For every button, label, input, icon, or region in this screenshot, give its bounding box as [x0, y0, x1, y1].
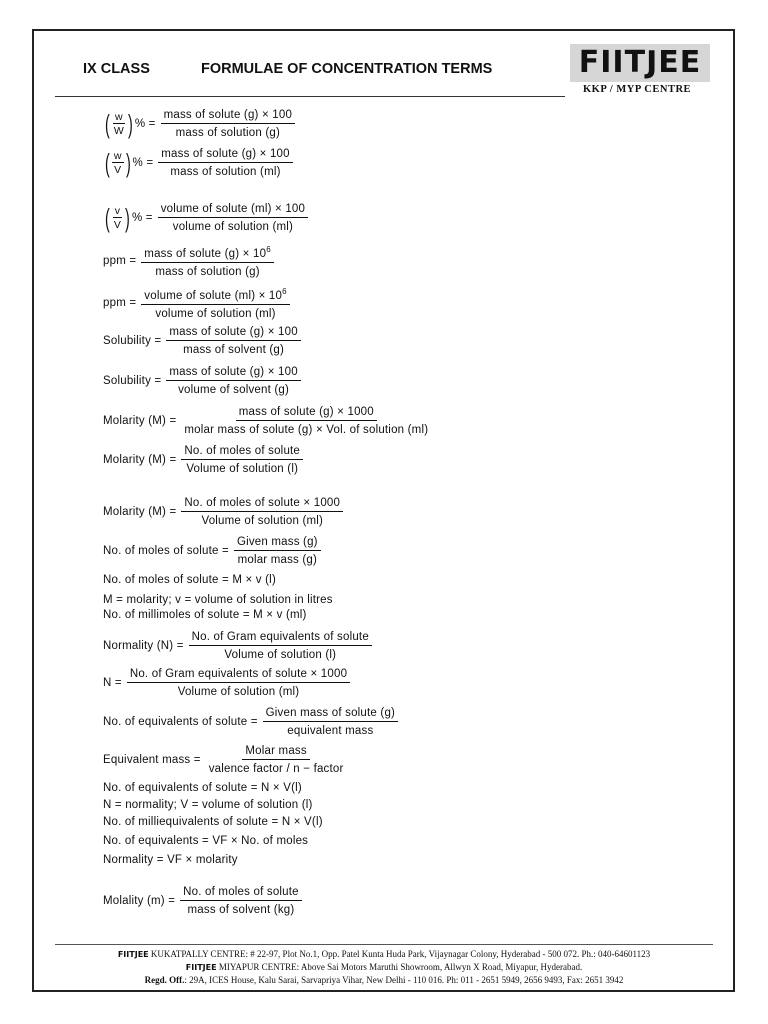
formula-molarity-ml: Molarity (M) = $\frac{\text{No. of moles of solute × 1000}}{\text{Volume of solution (ml)}}$ — [103, 496, 343, 528]
numerator: mass of solute (g) × 1000 — [236, 405, 377, 421]
formula-normality-litres: Normality (N) = $\frac{\text{No. of Gram equivalents of solute}}{\text{Volume of solution (l)}}$ — [103, 630, 372, 662]
formula-solubility-volume: Solubility = $\frac{\text{mass of solute (g) × 100}}{\text{volume of solvent (g)}}$ — [103, 365, 301, 397]
formula-molality: Molality (m) = $\frac{\text{No. of moles of solute}}{\text{mass of solvent (kg)}}$ — [103, 885, 302, 917]
denominator: Volume of solution (ml) — [201, 515, 324, 527]
formula-equivalent-mass: Equivalent mass = $\frac{\text{Molar mass}}{\text{valence factor / n − factor}}$ — [103, 744, 347, 776]
numerator: No. of moles of solute — [181, 444, 303, 460]
footer-registered-office: Regd. Off.: 29A, ICES House, Kalu Sarai, Sarvapriya Vihar, New Delhi - 110 016. Ph: 011 - 2651 5949, 2656 9493, Fax: 2651 3942 — [144, 975, 624, 985]
formula-ppm-mass: ppm = $\frac{mass of solute (g) \times 10^6}{\text{mass of solution (g)}}$ — [103, 243, 274, 279]
centre-label: KKP / MYP CENTRE — [583, 84, 692, 95]
footer-brand: FIITJEE — [185, 963, 217, 972]
formula-number-of-equivalents: No. of equivalents of solute = $\frac{\text{Given mass of solute (g)}}{\text{equivalent mass}}$ — [103, 706, 398, 738]
denominator: Volume of solution (ml) — [177, 686, 300, 698]
footer-brand: FIITJEE — [117, 950, 149, 959]
numerator: mass of solute (g) × 100 — [166, 365, 301, 381]
denominator: equivalent mass — [287, 725, 374, 737]
numerator: No. of Gram equivalents of solute — [189, 630, 372, 646]
formula-molarity-moles: Molarity (M) = $\frac{\text{No. of moles of solute}}{\text{Volume of solution (l)}}$ — [103, 444, 303, 476]
footer-divider — [55, 944, 713, 945]
numerator: volume of solute (ml) × 100 — [158, 202, 308, 218]
denominator: mass of solution (g) — [175, 127, 281, 139]
formula-normality-vf: Normality = VF × molarity — [103, 854, 238, 866]
normality-definition-note: N = normality; V = volume of solution (l) — [103, 799, 313, 811]
denominator: volume of solution (ml) — [172, 221, 294, 233]
logo-text: FIITJEE — [578, 45, 702, 80]
page-title: FORMULAE OF CONCENTRATION TERMS — [201, 61, 493, 77]
regd-label: Regd. Off. — [144, 975, 185, 985]
formula-v-v-percent: ( v V ) % = $\frac{\text{volume of solute (ml) × 100}}{\text{volume of solution (ml)}}$ — [103, 202, 308, 234]
numerator: mass of solute $(g) \times 10^6$ — [141, 243, 274, 263]
header-divider — [55, 96, 565, 97]
numerator: mass of solute (g) × 100 — [158, 147, 293, 163]
formula-normality-ml: N = $\frac{\text{No. of Gram equivalents of solute × 1000}}{\text{Volume of solution (ml)}}$ — [103, 667, 350, 699]
formula-equivalents-n-v: No. of equivalents of solute = N × V(l) — [103, 782, 302, 794]
formula-millimoles: No. of millimoles of solute = M × v (ml) — [103, 609, 307, 621]
formula-w-v-percent: ( w V ) % = $\frac{\text{mass of solute (g) × 100}}{\text{mass of solution (ml)}}$ — [103, 147, 293, 179]
denominator: molar mass of solute (g) × Vol. of solution (ml) — [184, 424, 429, 436]
formula-w-w-percent: ( w W ) % = $\frac{\text{mass of solute (g) × 100}}{\text{mass of solution (g)}}$ — [103, 108, 295, 140]
formula-molarity-mass: Molarity (M) = $\frac{\text{mass of solute (g) × 1000}}{\text{molar mass of solute (g) × Vol. of solution (ml)}}$ — [103, 405, 431, 437]
fiitjee-logo — [570, 44, 710, 82]
footer-kukatpally-address: FIITJEE KUKATPALLY CENTRE: # 22-97, Plot No.1, Opp. Patel Kunta Huda Park, Vijaynagar Colony, Hyderabad - 500 072. Ph.: 040-64601123 — [117, 949, 651, 959]
numerator: Given mass of solute (g) — [263, 706, 398, 722]
formula-milliequivalents: No. of milliequivalents of solute = N × V(l) — [103, 816, 323, 828]
molarity-definition-note: M = molarity; v = volume of solution in litres — [103, 594, 333, 606]
numerator: Given mass (g) — [234, 535, 321, 551]
numerator: volume of solute $(ml) \times 10^6$ — [141, 285, 289, 305]
numerator: mass of solute (g) × 100 — [161, 108, 296, 124]
denominator: mass of solution (ml) — [170, 166, 281, 178]
numerator: Molar mass — [242, 744, 309, 760]
denominator: molar mass (g) — [237, 554, 318, 566]
denominator: mass of solvent (kg) — [187, 904, 295, 916]
numerator: mass of solute (g) × 100 — [166, 325, 301, 341]
formula-equivalents-vf: No. of equivalents = VF × No. of moles — [103, 835, 309, 847]
denominator: valence factor / n − factor — [208, 763, 344, 775]
lhs-ratio: ( v V ) — [104, 203, 130, 233]
denominator: mass of solution (g) — [155, 265, 260, 278]
denominator: volume of solution (ml) — [155, 307, 276, 320]
lhs-ratio: ( w W ) — [104, 109, 133, 139]
footer-miyapur-address: FIITJEE MIYAPUR CENTRE: Above Sai Motors Maruthi Showroom, Allwyn X Road, Miyapur, Hyderabad. — [185, 962, 583, 972]
denominator: Volume of solution (l) — [224, 649, 337, 661]
numerator: No. of Gram equivalents of solute × 1000 — [127, 667, 350, 683]
formula-number-of-moles: No. of moles of solute = $\frac{\text{Given mass (g)}}{\text{molar mass (g)}}$ — [103, 535, 321, 567]
numerator: No. of moles of solute × 1000 — [181, 496, 343, 512]
numerator: No. of moles of solute — [180, 885, 302, 901]
denominator: mass of solvent (g) — [183, 344, 285, 356]
formula-moles-m-v: No. of moles of solute = M × v (l) — [103, 574, 276, 586]
denominator: Volume of solution (l) — [186, 463, 299, 475]
denominator: volume of solvent (g) — [178, 384, 290, 396]
class-label: IX CLASS — [83, 61, 150, 77]
formula-solubility-mass: Solubility = $\frac{\text{mass of solute (g) × 100}}{\text{mass of solvent (g)}}$ — [103, 325, 301, 357]
lhs-ratio: ( w V ) — [104, 148, 131, 178]
formula-ppm-volume: ppm = $\frac{volume of solute (ml) \times 10^6}{\text{volume of solution (ml)}}$ — [103, 285, 290, 321]
